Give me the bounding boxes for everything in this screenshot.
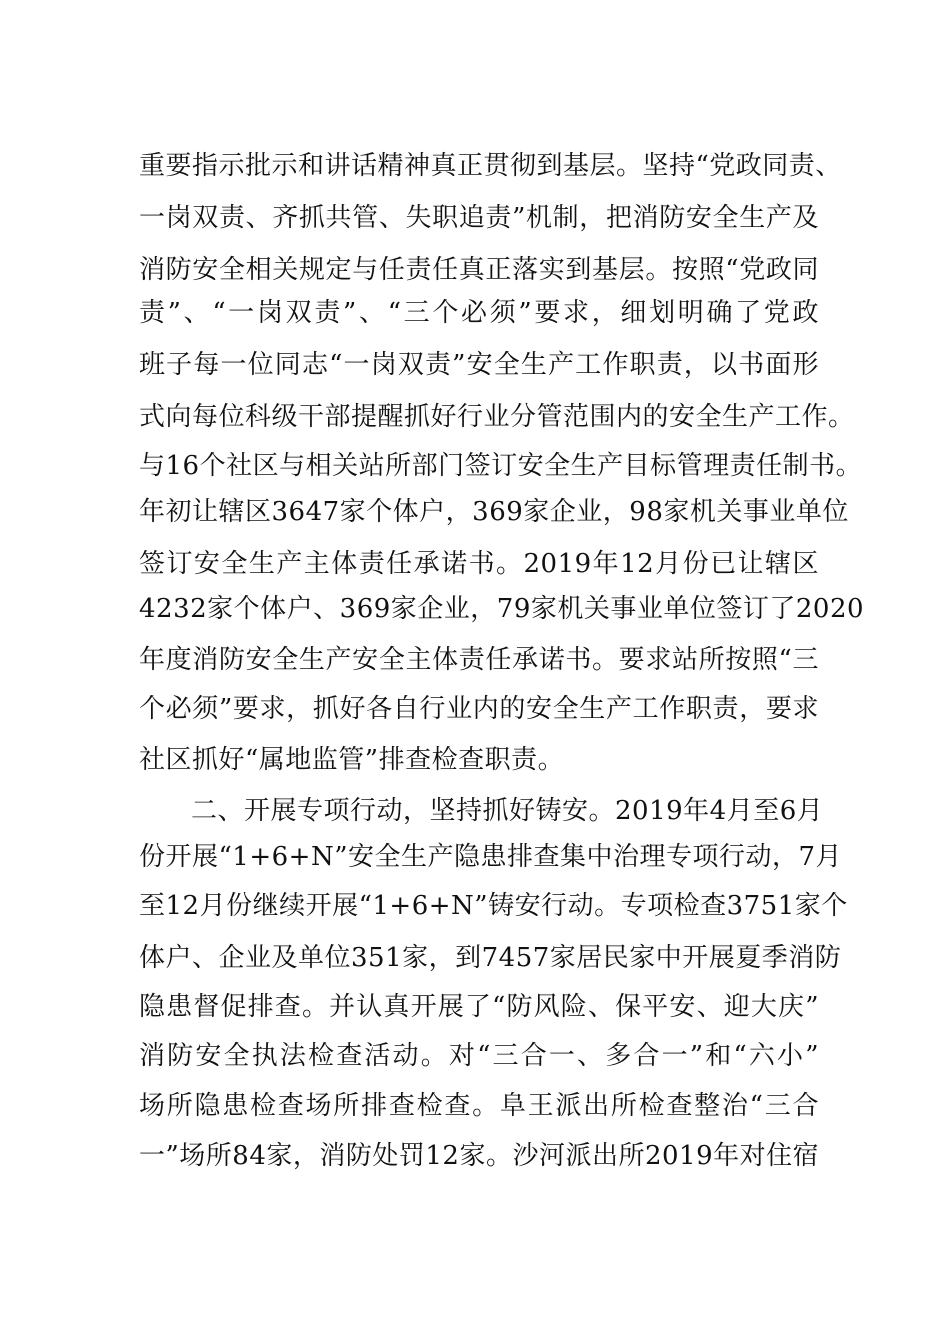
text-line: 体户、企业及单位351家，到7457家居民家中开展夏季消防 bbox=[139, 943, 842, 973]
text-line: 一”场所84家，消防处罚12家。沙河派出所2019年对住宿 bbox=[139, 1141, 820, 1171]
text-line: 消防安全执法检查活动。对“三合一、多合一”和“六小” bbox=[139, 1041, 819, 1071]
paragraph-start-line: 二、开展专项行动，坚持抓好铸安。2019年4月至6月 bbox=[191, 796, 824, 826]
text-line: 社区抓好“属地监管”排查检查职责。 bbox=[139, 745, 565, 775]
text-line: 年初让辖区3647家个体户，369家企业，98家机关事业单位 bbox=[139, 497, 849, 527]
text-line: 与16个社区与相关站所部门签订安全生产目标管理责任制书。 bbox=[139, 451, 863, 481]
text-line: 个必须”要求，抓好各自行业内的安全生产工作职责，要求 bbox=[139, 694, 819, 724]
text-line: 场所隐患检查场所排查检查。阜王派出所检查整治“三合 bbox=[139, 1091, 819, 1121]
text-line: 责”、“一岗双责”、“三个必须”要求，细划明确了党政 bbox=[139, 298, 819, 328]
text-line: 隐患督促排查。并认真开展了“防风险、保平安、迎大庆” bbox=[139, 992, 819, 1022]
text-line: 份开展“1+6+N”安全生产隐患排查集中治理专项行动，7月 bbox=[139, 842, 843, 872]
text-line: 消防安全相关规定与任责任真正落实到基层。按照“党政同 bbox=[139, 255, 819, 285]
text-line: 一岗双责、齐抓共管、失职追责”机制，把消防安全生产及 bbox=[139, 203, 819, 233]
text-line: 至12月份继续开展“1+6+N”铸安行动。专项检查3751家个 bbox=[139, 891, 848, 921]
text-line: 4232家个体户、369家企业，79家机关事业单位签订了2020 bbox=[139, 594, 865, 624]
text-line: 重要指示批示和讲话精神真正贯彻到基层。坚持“党政同责、 bbox=[139, 151, 842, 181]
text-line: 签订安全生产主体责任承诺书。2019年12月份已让辖区 bbox=[139, 549, 819, 579]
text-line: 班子每一位同志“一岗双责”安全生产工作职责，以书面形 bbox=[139, 350, 819, 380]
text-line: 年度消防安全生产安全主体责任承诺书。要求站所按照“三 bbox=[139, 645, 819, 675]
text-line: 式向每位科级干部提醒抓好行业分管范围内的安全生产工作。 bbox=[139, 402, 855, 432]
